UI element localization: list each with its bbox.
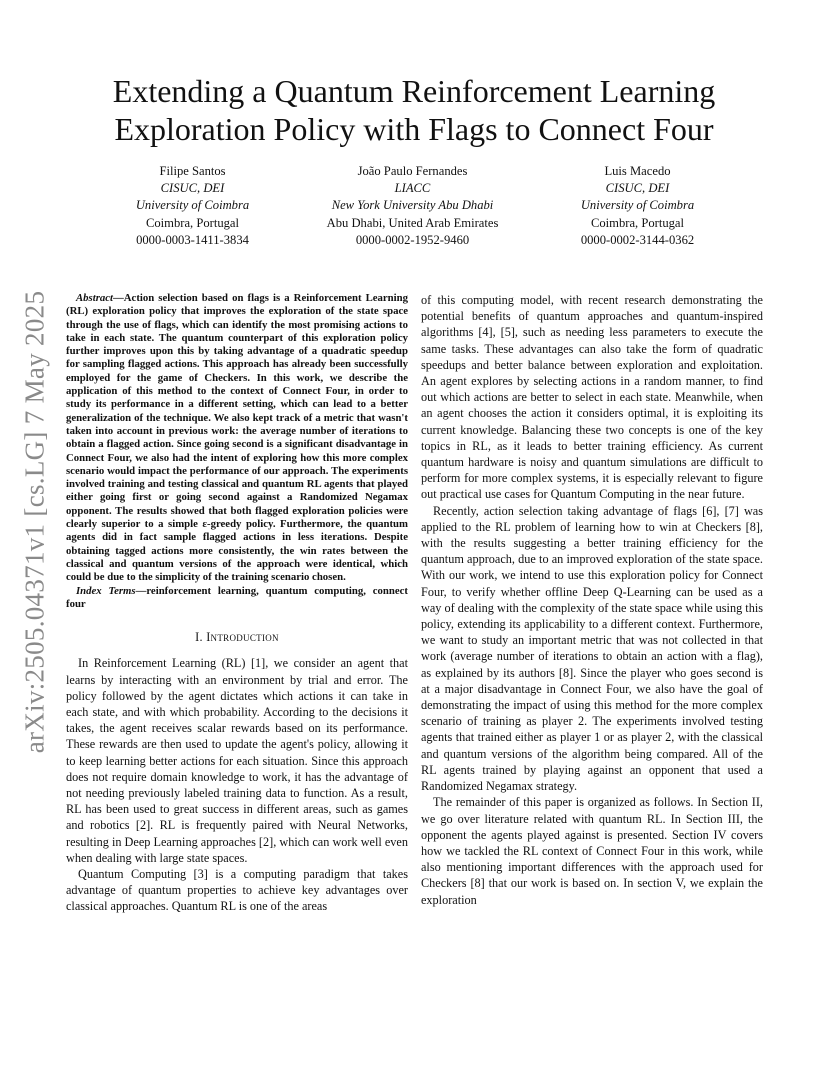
title-line-2: Exploration Policy with Flags to Connect Four [114,111,714,147]
left-column [66,292,408,915]
index-terms [66,585,408,612]
author-institution: University of Coimbra [580,198,695,213]
right-column [421,292,763,908]
section-heading [66,629,408,645]
body-paragraph: of this computing model, with recent research demonstrating the potential benefits of quantum approaches and quantum-inspired algorithms [4], [5], such as needing less parameters to execute the same tasks. These advantages can also take the form of quadratic speedups and better balance between exploration and exploitation. An agent explores by selecting actions in a random manner, to find out which actions are better to select in each state. Meanwhile, when an agent chooses the action it considers optimal, it is exploiting its current knowledge. Balancing these two concepts is one of the key topics in RL, as it leads to better training efficiency. As current quantum hardware is noisy and quantum simulations are difficult to perform for more complex systems, it is especially relevant to figure out practical use cases for Quantum Computing in the near future. [421,293,763,502]
author-institution: New York University Abu Dhabi [331,198,494,213]
author-name: Filipe Santos [159,164,226,178]
author-block-1 [110,163,275,249]
body-paragraph: The remainder of this paper is organized as follows. In Section II, we go over literature related with quantum RL. In Section III, the opponent the agents played against is presented. Section IV covers how we tackled the RL context of Connect Four in this work, while also mentioning important differences with the approach used for Checkers [8] that our work is based on. In section V, we explain the exploration [421,795,763,907]
arxiv-identifier-stamp[interactable] [20,287,50,757]
body-paragraph: Quantum Computing [3] is a computing paradigm that takes advantage of quantum properties to achieve key advantages over classical approaches. Quantum RL is one of the areas [66,866,408,914]
author-affiliation: CISUC, DEI [160,181,225,196]
author-orcid: 0000-0002-1952-9460 [355,232,470,247]
author-block-3 [555,163,720,249]
paper-title [60,72,768,148]
arxiv-stamp-text: arXiv:2505.04371v1 [cs.LG] 7 May 2025 [19,290,50,754]
author-orcid: 0000-0002-3144-0362 [580,232,695,247]
index-terms-text: —reinforcement learning, quantum computing, connect four [66,584,408,610]
body-paragraph: In Reinforcement Learning (RL) [1], we consider an agent that learns by interacting with an environment by trial and error. The policy followed by the agent dictates which actions it can take in each state, and with which probability. According to the decisions it takes, the agent receives scalar rewards based on its performance. These rewards are then used to update the agent's policy, allowing it to keep learning better actions for each situation. Since this approach does not require domain knowledge to work, it has the advantage of not needing previously labeled training data to function. As a result, RL has been used to great success in different areas, such as games and robotics [2]. RL is frequently paired with Neural Networks, resulting in Deep Learning approaches [2], which can work well even when dealing with large state spaces. [66,656,408,865]
author-institution: University of Coimbra [135,198,250,213]
abstract-text: —Action selection based on flags is a Reinforcement Learning (RL) exploration policy that improves the exploration of the state space through the use of flags, which can identify the most promising actions to take in each state. The quantum counterpart of this exploration policy further improves upon this by taking advantage of a quadratic speedup for sampling flagged actions. This approach has already been successfully employed for the game of Checkers. In this work, we describe the application of this method to the context of Connect Four, in order to study its performance in a different setting, which can lead to a better generalization of the technique. We also kept track of a metric that wasn't taken into account in previous work: the average number of iterations to obtain a flagged action. Since going second is a significant disadvantage in Connect Four, we also had the intent of exploring how this more complex scenario would impact the performance of our approach. The experiments involved training and testing classical and quantum RL agents that played either going first or going second against a Randomized Negamax opponent. The results showed that both flagged exploration policies were clearly superior to a simple ε-greedy policy. Furthermore, the quantum agents did in fact sample flagged actions in less iterations. Despite obtaining tagged actions more consistently, the win rates between the classical and quantum versions of the approach were identical, which could be due to the simplicity of the training scenario chosen. [66,292,408,584]
index-terms-lead: Index Terms [76,584,136,597]
author-affiliation: LIACC [394,181,431,196]
abstract-lead: Abstract [76,292,114,304]
author-affiliation: CISUC, DEI [605,181,670,196]
section-title: Introduction [206,630,279,645]
author-name: João Paulo Fernandes [357,164,468,178]
author-orcid: 0000-0003-1411-3834 [136,232,249,247]
author-block-2 [300,163,525,249]
title-line-1: Extending a Quantum Reinforcement Learning [112,73,716,109]
abstract [66,292,408,585]
author-location: Abu Dhabi, United Arab Emirates [326,215,499,230]
section-numeral: I. [195,630,207,645]
author-name: Luis Macedo [604,164,671,178]
author-location: Coimbra, Portugal [145,215,240,230]
author-location: Coimbra, Portugal [590,215,685,230]
body-paragraph: Recently, action selection taking advantage of flags [6], [7] was applied to the RL problem of learning how to win at Checkers [8], with the results suggesting a better training efficiency for the quantum approach, due to an improved exploration of the state space. With our work, we intend to use this exploration policy for Connect Four, to verify whether offline Deep Q-Learning can be used as a way of dealing with the complexity of the state space while using this policy, extending its applicability to a different context. Furthermore, we want to study an important metric that was not collected in that work (average number of iterations to obtain an action with a flag), as explained by its authors [8]. Since the player who goes second is at a major disadvantage in Connect Four, we also have the goal of demonstrating the impact of using this method for the more complex scenario of training as player 2. The experiments involved testing agents that trained either as player 1 or as player 2, with the classical and quantum versions of the algorithm being compared. All of the RL agents trained by playing against an opponent that used a Randomized Negamax strategy. [421,503,763,794]
